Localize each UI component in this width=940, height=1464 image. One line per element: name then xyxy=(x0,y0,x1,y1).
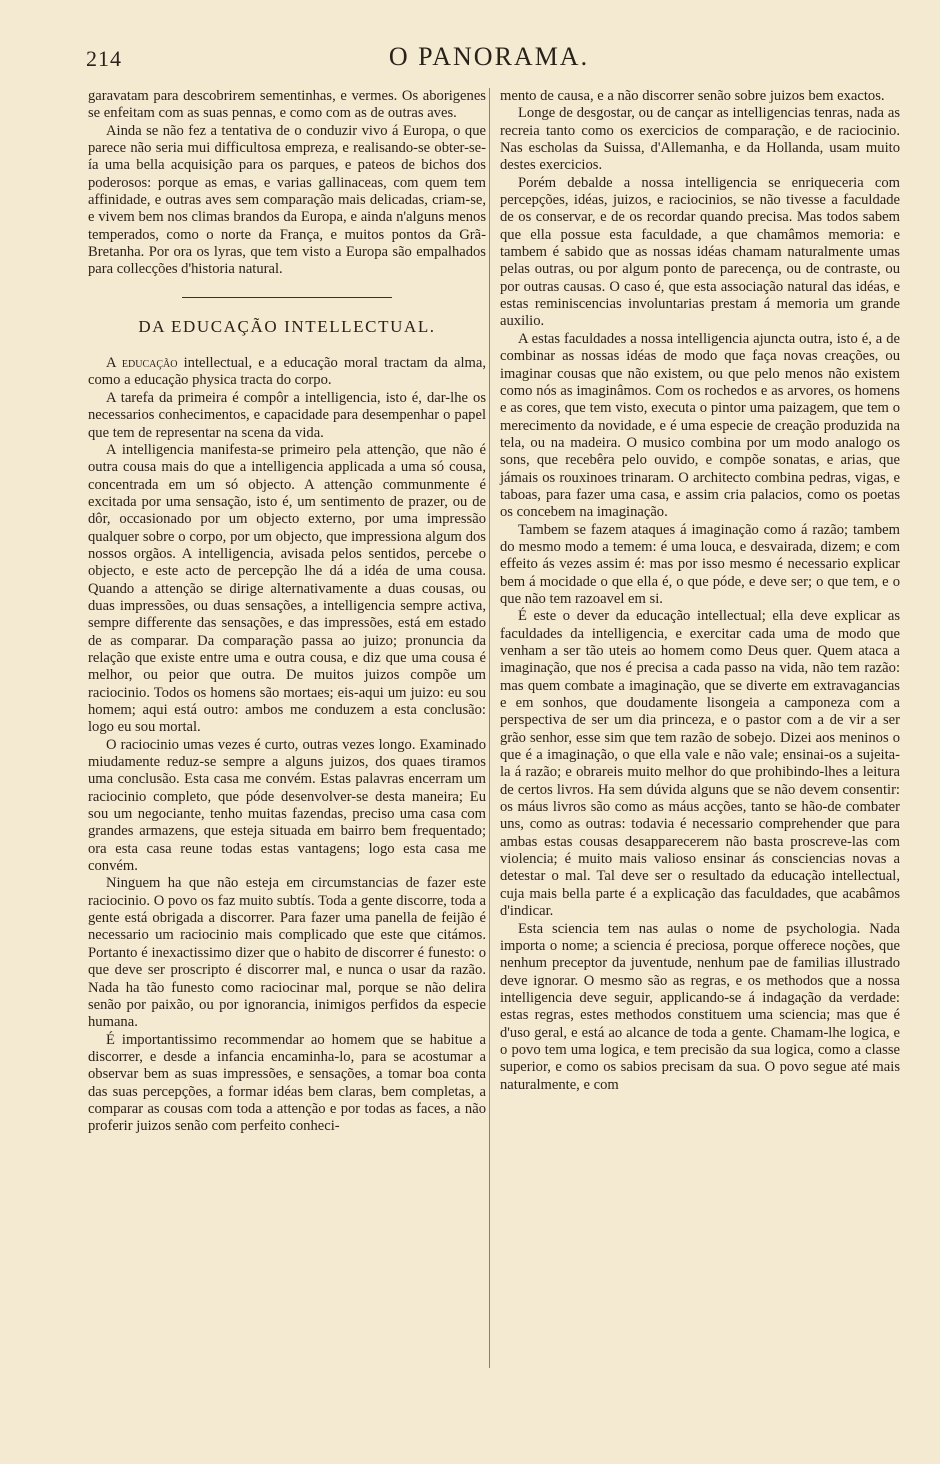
paragraph: Ainda se não fez a tentativa de o conduzir vivo á Europa, o que parece não seria mui difficultosa empreza, e realisando-se obter-se-ía uma bella acquisição para os parques, e pateos de bichos dos poderosos: porque as emas, e varias gallinaceas, com quem tem affinidade, e outras aves sem comparação mais delicadas, criam-se, e vivem bem nos climas brandos da Europa, e ainda n'alguns menos temperados, como o norte da França, e muitos pontos da Grã-Bretanha. Por ora os lyras, que tem visto a Europa são empalhados para collecções d'historia natural. xyxy=(88,122,486,278)
left-column xyxy=(88,88,486,1136)
page-number: 214 xyxy=(86,46,122,71)
paragraph: A intelligencia manifesta-se primeiro pela attenção, que não é outra cousa mais do que a intelligencia applicada a uma só cousa, concentrada em um só objecto. A attenção communmente é excitada por uma sensação, isto é, um sentimento de prazer, ou de dôr, occasionado por um objecto externo, por uma impressão qualquer sobre o corpo, por um objecto, que impressiona algum dos nossos orgãos. A intelligencia, avisada pelos sentidos, percebe o objecto, e este acto de percepção lhe dá a idéa de uma cousa. Quando a attenção se dirige alternativamente a duas cousas, ou duas impressões, ou duas sensações, a intelligencia sempre activa, sempre differente das sensações, e das impressões, está em estado de as comparar. Da comparação passa ao juizo; pronuncia da relação que existe entre uma e outra cousa, e diz que uma cousa é melhor, ou peior que outra. De muitos juizos compõe um raciocinio. Todos os homens são mortaes; eis-aqui um juizo: eu sou homem; aqui está outro: ambos me conduzem a esta conclusão: logo eu sou mortal. xyxy=(88,441,486,736)
column-divider xyxy=(489,88,490,1368)
page-header xyxy=(86,42,892,78)
paragraph: Longe de desgostar, ou de cançar as intelligencias tenras, nada as recreia tanto como os exercicios de comparação, e de raciocinio. Nas escholas da Suissa, d'Allemanha, e da Hollanda, usam muito destes exercicios. xyxy=(500,105,900,174)
paragraph: É importantissimo recommendar ao homem que se habitue a discorrer, e desde a infancia encaminha-lo, para se acostumar a observar bem as suas impressões, e sensações, a tomar boa conta das suas percepções, a formar idéas bem claras, bem completas, a comparar as cousas com toda a attenção e por todas as faces, a não proferir juizos senão com perfeito conheci- xyxy=(88,1031,486,1135)
paragraph: É este o dever da educação intellectual; ella deve explicar as faculdades da intelligencia, e exercitar cada uma de modo que venham a ser tão uteis ao homem como Deus quer. Quem ataca a imaginação, que nos é precisa a cada passo na vida, não tem razão: mas quem combate a imaginação, que se diverte em extravagancias e em sonhos, que doudamente lisongeia a camponeza com a perspectiva de ser um dia princeza, e o pastor com a de vir a ser grão senhor, esse sim que tem razão de sobejo. Dizei aos meninos o que é a imaginação, o que ella vale e não vale; ensinai-os a sujeita-la á razão; e obrareis muito melhor do que prohibindo-lhes a leitura de certos livros. Ha sem dúvida alguns que se não devem consentir: os máus livros são como as máus acções, tanto se hão-de combater uns, como as outras: todavia é necessario comprehender que para ambas estas cousas desapparecerem não basta proscreve-las com violencia; é muito mais valioso ensinar ás consciencias novas a detestar o mal. Tal deve ser o resultado da educação intellectual, cuja mais bella parte é a explicação das faculdades, que acabâmos d'indicar. xyxy=(500,608,900,920)
right-column-article xyxy=(500,88,900,1094)
paragraph: Esta sciencia tem nas aulas o nome de psychologia. Nada importa o nome; a sciencia é preciosa, porque offerece noções, que nenhum preceptor da juventude, nenhum pae de familias illustrado deve ignorar. O mesmo são as regras, e os methodos que a nossa intelligencia deve seguir, applicando-se á indagação da verdade: estas regras, estes methodos constituem uma sciencia; mas que é d'uso geral, e está ao alcance de toda a gente. Chamam-lhe logica, e o povo tem uma logica, e tem precisão da sua logica, como a classe superior, e como os sabios precisam da sua. O povo segue até mais naturalmente, e com xyxy=(500,920,900,1093)
paragraph: mento de causa, e a não discorrer senão sobre juizos bem exactos. xyxy=(500,88,885,104)
paragraph: garavatam para descobrirem sementinhas, e vermes. Os aborigenes se enfeitam com as suas pennas, e como com as de outras aves. xyxy=(88,88,486,122)
paragraph: Porém debalde a nossa intelligencia se enriqueceria com percepções, idéas, juizos, e raciocinios, se não tivesse a faculdade de os conservar, e de os recordar quando precisa. Mas todos sabem que ella possue esta faculdade, a que chamâmos memoria: e tambem é sabido que as nossas idéas chamam naturalmente umas pelas outras, ou por algum ponto de parecença, ou de contraste, ou por outras causas. O caso é, que esta associação natural das idéas, e estas reminiscencias involuntarias prestam á memoria um grande auxilio. xyxy=(500,174,900,330)
section-lead: A educação xyxy=(106,355,178,372)
section-title: DA EDUCAÇÃO INTELLECTUAL. xyxy=(138,316,436,336)
paragraph: A estas faculdades a nossa intelligencia ajuncta outra, isto é, a de combinar as nossas idéas de modo que faça novas creações, ou imaginar cousas que não existem, ou que pelo menos não existem como nós as imaginâmos. Com os rochedos e as arvores, os homens e as cores, que tem visto, executa o pintor uma paizagem, que tem o merecimento da novidade, e é uma especie de creação produzida na tela, ou na madeira. O musico combina por um modo analogo os sons, que recebêra pelo ouvido, e compõe sonatas, e arias, que jámais os rouxinoes trinaram. O architecto combina pedras, vigas, e taboas, para fazer uma casa, e assim cria palacios, como os poetas os concebem na imaginação. xyxy=(500,330,900,521)
paragraph: Tambem se fazem ataques á imaginação como á razão; tambem do mesmo modo a temem: é uma louca, e desvairada, dizem; e com effeito ás vezes assim é: mas por isso mesmo é necessario explicar bem á mocidade o que ella é, o que póde, e deve ser; o que tem, e o que não tem razoavel em si. xyxy=(500,521,900,607)
paragraph: A tarefa da primeira é compôr a intelligencia, isto é, dar-lhe os necessarios conhecimentos, e capacidade para desempenhar o papel que tem de representar na scena da vida. xyxy=(88,389,486,441)
paragraph xyxy=(88,355,486,390)
paragraph-text: intellectual, e a educação moral tractam da alma, como a educação physica tracta do corpo. xyxy=(88,355,486,389)
left-column-article xyxy=(88,355,486,1135)
right-column xyxy=(500,88,900,1094)
journal-title: O PANORAMA. xyxy=(388,42,590,71)
paragraph: Ninguem ha que não esteja em circumstancias de fazer este raciocinio. O povo os faz muito subtís. Toda a gente discorre, toda a gente está obrigada a discorrer. Para fazer uma panella de feijão é necessario um raciocinio mais complicado que este que citámos. Portanto é inexactissimo dizer que o habito de discorrer é funesto: o que deve ser proscripto é discorrer mal, e nunca o usar da razão. Nada ha tão funesto como raciocinar mal, porque se não delira senão por paixão, ou por ignorancia, inimigos perfidos da especie humana. xyxy=(88,875,486,1031)
left-column-intro xyxy=(88,88,486,279)
section-divider xyxy=(182,297,392,298)
paragraph: O raciocinio umas vezes é curto, outras vezes longo. Examinado miudamente reduz-se sempre a alguns juizos, dos quaes tiramos uma conclusão. Esta casa me convém. Estas palavras encerram um raciocinio completo, que póde desenvolver-se desta maneira; Eu sou um negociante, tenho muitas fazendas, preciso uma casa com grandes armazens, que esteja situada em bairro bem frequentado; ora esta casa reune todas estas vantagens; logo esta casa me convém. xyxy=(88,736,486,875)
